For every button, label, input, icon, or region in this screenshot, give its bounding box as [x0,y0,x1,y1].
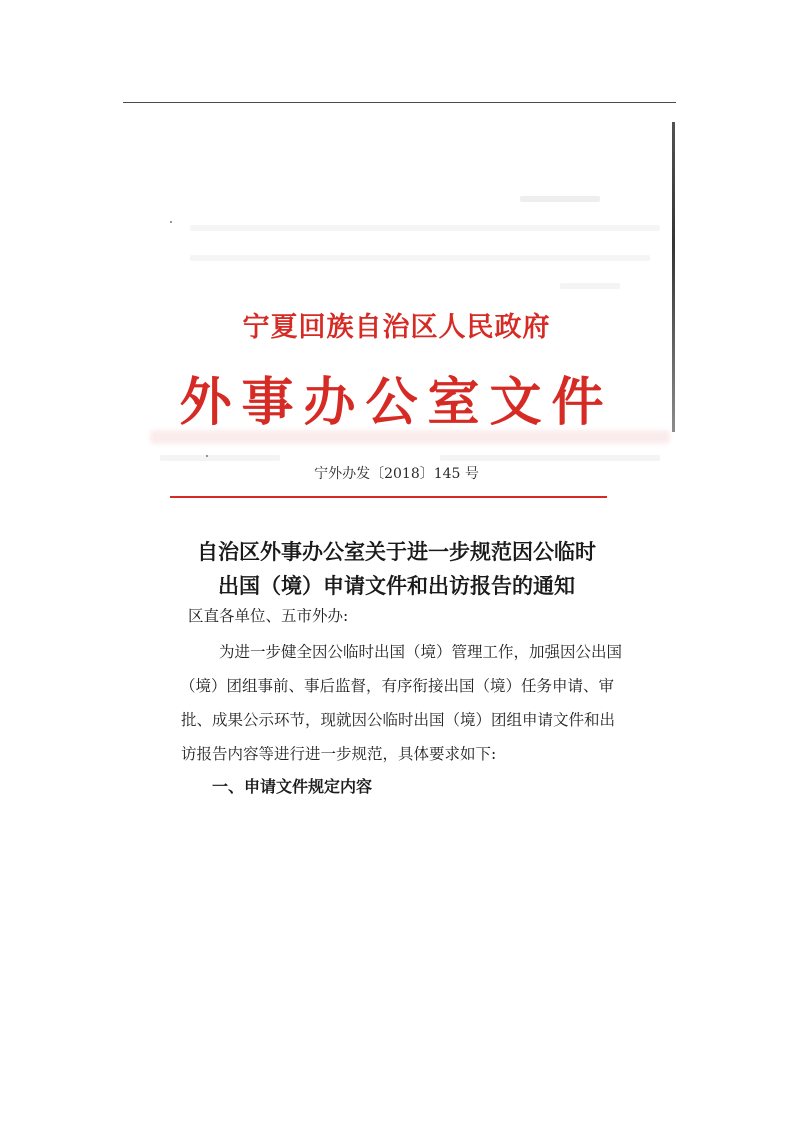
scan-top-edge-line [123,102,676,103]
issuer-name: 宁夏回族自治区人民政府 [242,312,551,343]
document-number: 宁外办发〔2018〕145 号 [314,466,479,482]
bleed-through-mark [190,255,650,261]
notice-title-line-2: 出国（境）申请文件和出访报告的通知 [218,574,575,598]
paragraph-line: （境）团组事前、事后监督，有序衔接出国（境）任务申请、审 [180,677,615,695]
paragraph-line: 为进一步健全因公临时出国（境）管理工作，加强因公出国 [219,643,623,661]
bleed-through-mark [160,455,280,461]
bleed-through-mark [520,196,600,202]
red-separator-line [170,496,607,498]
bleed-through-mark [560,283,620,289]
bleed-through-mark [190,225,660,231]
section-heading-1: 一、申请文件规定内容 [212,777,373,796]
salutation: 区直各单位、五市外办: [188,607,349,625]
bleed-through-mark [440,455,660,461]
notice-title-line-1: 自治区外事办公室关于进一步规范因公临时 [197,540,596,564]
paragraph-line: 访报告内容等进行进一步规范，具体要求如下: [181,745,497,763]
scan-speck [170,221,172,223]
scan-speck [206,455,208,457]
document-type-heading: 外事办公室文件 [179,372,614,433]
paragraph-line: 批、成果公示环节，现就因公临时出国（境）团组申请文件和出 [181,711,616,729]
